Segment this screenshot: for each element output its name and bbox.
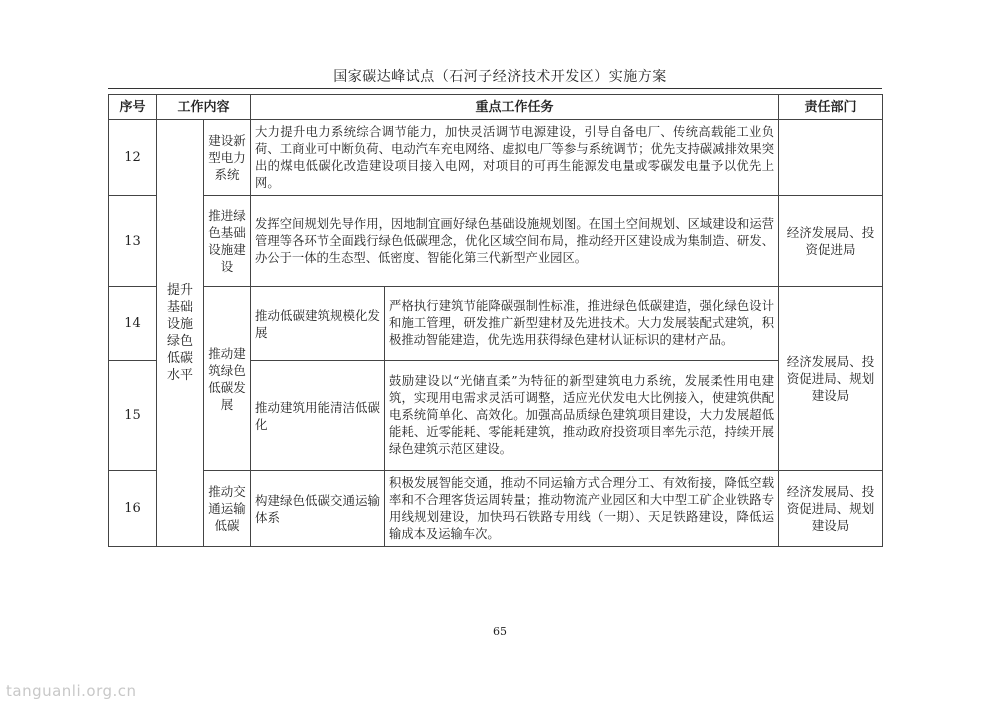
implementation-table (108, 94, 883, 547)
task-text: 发挥空间规划先导作用，因地制宜画好绿色基础设施规划图。在国土空间规划、区域建设和运营管理等各环节全面践行绿色低碳理念，优化区域空间布局，推动经开区建设成为集制造、研发、办公于一体的生态型、低密度、智能化第三代新型产业园区。 (251, 196, 779, 287)
category-cell: 提升基础设施绿色低碳水平 (157, 120, 204, 547)
sub-item: 推动交通运输低碳 (204, 471, 251, 547)
task-text: 严格执行建筑节能降碳强制性标准，推进绿色低碳建造，强化绿色设计和施工管理，研发推广新型建材及先进技术。大力发展装配式建筑，积极推动智能建造，优先选用获得绿色建材认证标识的建材产品。 (385, 287, 779, 361)
dept-cell-empty (779, 120, 883, 196)
row-number: 12 (109, 120, 157, 196)
table-row (109, 196, 883, 287)
table-row (109, 471, 883, 547)
table-row (109, 287, 883, 361)
task-text: 大力提升电力系统综合调节能力，加快灵活调节电源建设，引导自备电厂、传统高载能工业负荷、工商业可中断负荷、电动汽车充电网络、虚拟电厂等参与系统调节；优先支持碳减排效果突出的煤电低碳化改造建设项目接入电网，对项目的可再生能源发电量或零碳发电量予以优先上网。 (251, 120, 779, 196)
dept-cell: 经济发展局、投资促进局 (779, 196, 883, 287)
page-number: 65 (493, 625, 507, 638)
header-rule (108, 88, 882, 89)
row-number: 16 (109, 471, 157, 547)
row-number: 14 (109, 287, 157, 361)
row-number: 15 (109, 361, 157, 471)
watermark: tanguanli.org.cn (6, 682, 137, 700)
header-content: 工作内容 (157, 95, 251, 120)
sub-item: 推动建筑绿色低碳发展 (204, 287, 251, 471)
dept-cell: 经济发展局、投资促进局、规划建设局 (779, 287, 883, 471)
task-text: 积极发展智能交通，推动不同运输方式合理分工、有效衔接，降低空载率和不合理客货运周转量；推动物流产业园区和大中型工矿企业铁路专用线规划建设，加快玛石铁路专用线（一期）、天足铁路建设，降低运输成本及运输车次。 (385, 471, 779, 547)
sub-item: 推进绿色基础设施建设 (204, 196, 251, 287)
sub-item: 建设新型电力系统 (204, 120, 251, 196)
row-number: 13 (109, 196, 157, 287)
header-num: 序号 (109, 95, 157, 120)
header-dept: 责任部门 (779, 95, 883, 120)
task-text: 鼓励建设以“光储直柔”为特征的新型建筑电力系统，发展柔性用电建筑，实现用电需求灵活可调整，适应光伏发电大比例接入，使建筑供配电系统简单化、高效化。加强高品质绿色建筑项目建设，大力发展超低能耗、近零能耗、零能耗建筑，推动政府投资项目率先示范，持续开展绿色建筑示范区建设。 (385, 361, 779, 471)
table-row (109, 120, 883, 196)
dept-cell: 经济发展局、投资促进局、规划建设局 (779, 471, 883, 547)
header-task: 重点工作任务 (251, 95, 779, 120)
document-header: 国家碳达峰试点（石河子经济技术开发区）实施方案 (333, 69, 667, 85)
subsub-item: 构建绿色低碳交通运输体系 (251, 471, 385, 547)
table-header-row (109, 95, 883, 120)
subsub-item: 推动低碳建筑规模化发展 (251, 287, 385, 361)
subsub-item: 推动建筑用能清洁低碳化 (251, 361, 385, 471)
